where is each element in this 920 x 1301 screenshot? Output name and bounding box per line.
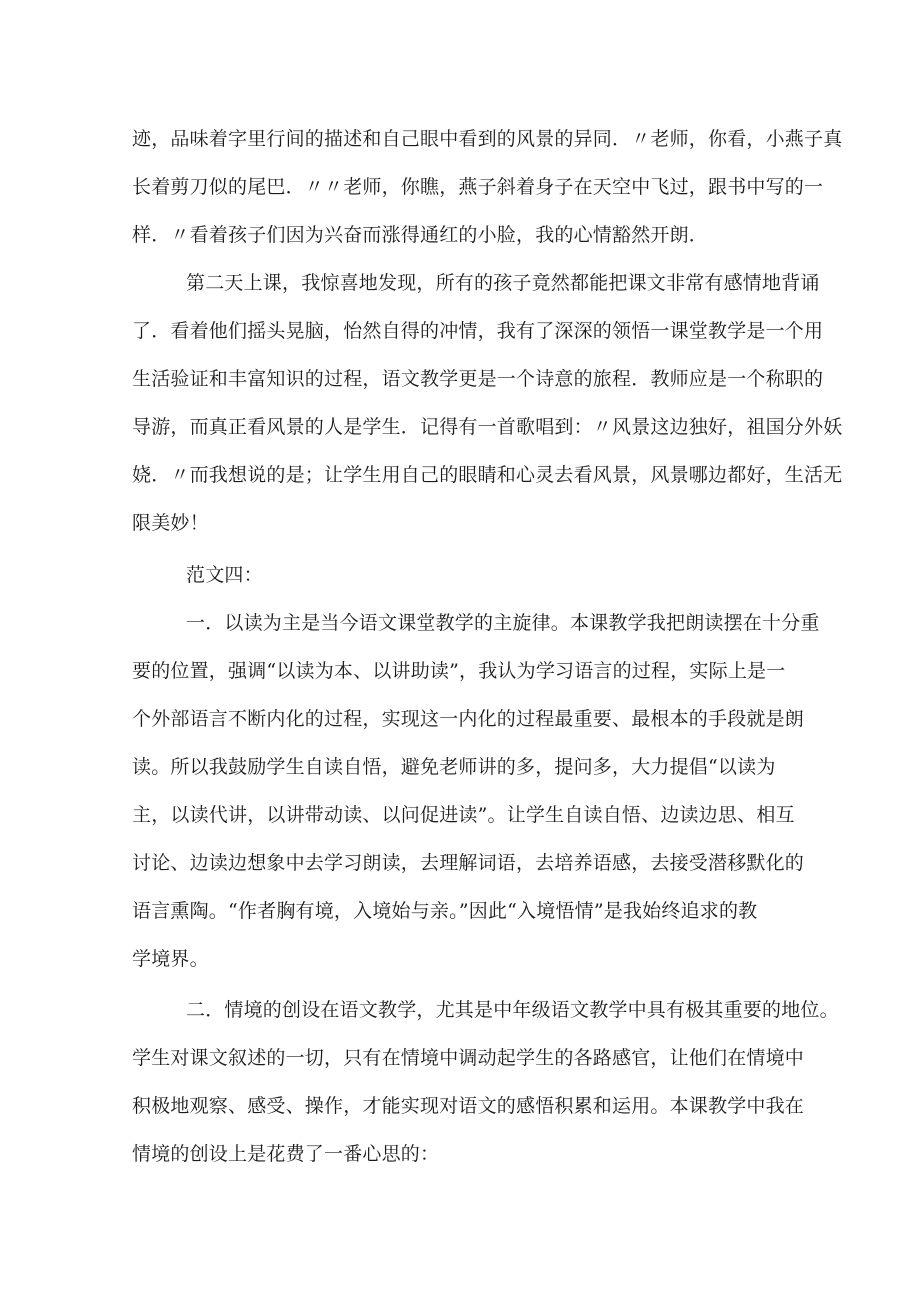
- text-line: 讨论、边读边想象中去学习朗读，去理解词语，去培养语感，去接受潜移默化的: [132, 852, 805, 874]
- text-line: 积极地观察、感受、操作，才能实现对语文的感悟积累和运用。本课教学中我在: [132, 1095, 805, 1117]
- text-line: 语言熏陶。“作者胸有境，入境始与亲。”因此“入境悟情”是我始终追求的教: [132, 900, 758, 922]
- text-line: 主，以读代讲，以讲带动读、以问促进读”。让学生自读自悟、边读边思、相互: [132, 804, 795, 826]
- section-heading: 范文四：: [186, 564, 263, 586]
- text-line: 迹，品味着字里行间的描述和自己眼中看到的风景的异同．〃老师，你看，小燕子真: [132, 128, 843, 150]
- text-line: 生活验证和丰富知识的过程，语文教学更是一个诗意的旅程．教师应是一个称职的: [132, 368, 824, 390]
- text-line: 娆．〃而我想说的是；让学生用自己的眼睛和心灵去看风景，风景哪边都好，生活无: [132, 464, 843, 486]
- text-line: 情境的创设上是花费了一番心思的：: [132, 1143, 440, 1165]
- text-line: 二．情境的创设在语文教学，尤其是中年级语文教学中具有极其重要的地位。: [186, 999, 839, 1021]
- text-line: 了．看着他们摇头晃脑，怡然自得的冲情，我有了深深的领悟一课堂教学是一个用: [132, 320, 824, 342]
- text-line: 限美妙！: [132, 512, 209, 534]
- text-line: 长着剪刀似的尾巴．〃〃老师，你瞧，燕子斜着身子在天空中飞过，跟书中写的一: [132, 176, 824, 198]
- text-line: 一．以读为主是当今语文课堂教学的主旋律。本课教学我把朗读摆在十分重: [186, 612, 820, 634]
- text-line: 个外部语言不断内化的过程，实现这一内化的过程最重要、最根本的手段就是朗: [132, 708, 805, 730]
- text-line: 学生对课文叙述的一切，只有在情境中调动起学生的各路感官，让他们在情境中: [132, 1047, 805, 1069]
- text-line: 要的位置，强调“以读为本、以讲助读”，我认为学习语言的过程，实际上是一: [132, 660, 786, 682]
- text-line: 导游，而真正看风景的人是学生．记得有一首歌唱到：〃风景这边独好，祖国分外妖: [132, 416, 843, 438]
- text-line: 学境界。: [132, 948, 209, 970]
- text-line: 读。所以我鼓励学生自读自悟，避免老师讲的多，提问多，大力提倡“以读为: [132, 756, 776, 778]
- text-line: 样．〃看着孩子们因为兴奋而涨得通红的小脸，我的心情豁然开朗．: [132, 224, 709, 246]
- text-line: 第二天上课，我惊喜地发现，所有的孩子竟然都能把课文非常有感情地背诵: [186, 272, 820, 294]
